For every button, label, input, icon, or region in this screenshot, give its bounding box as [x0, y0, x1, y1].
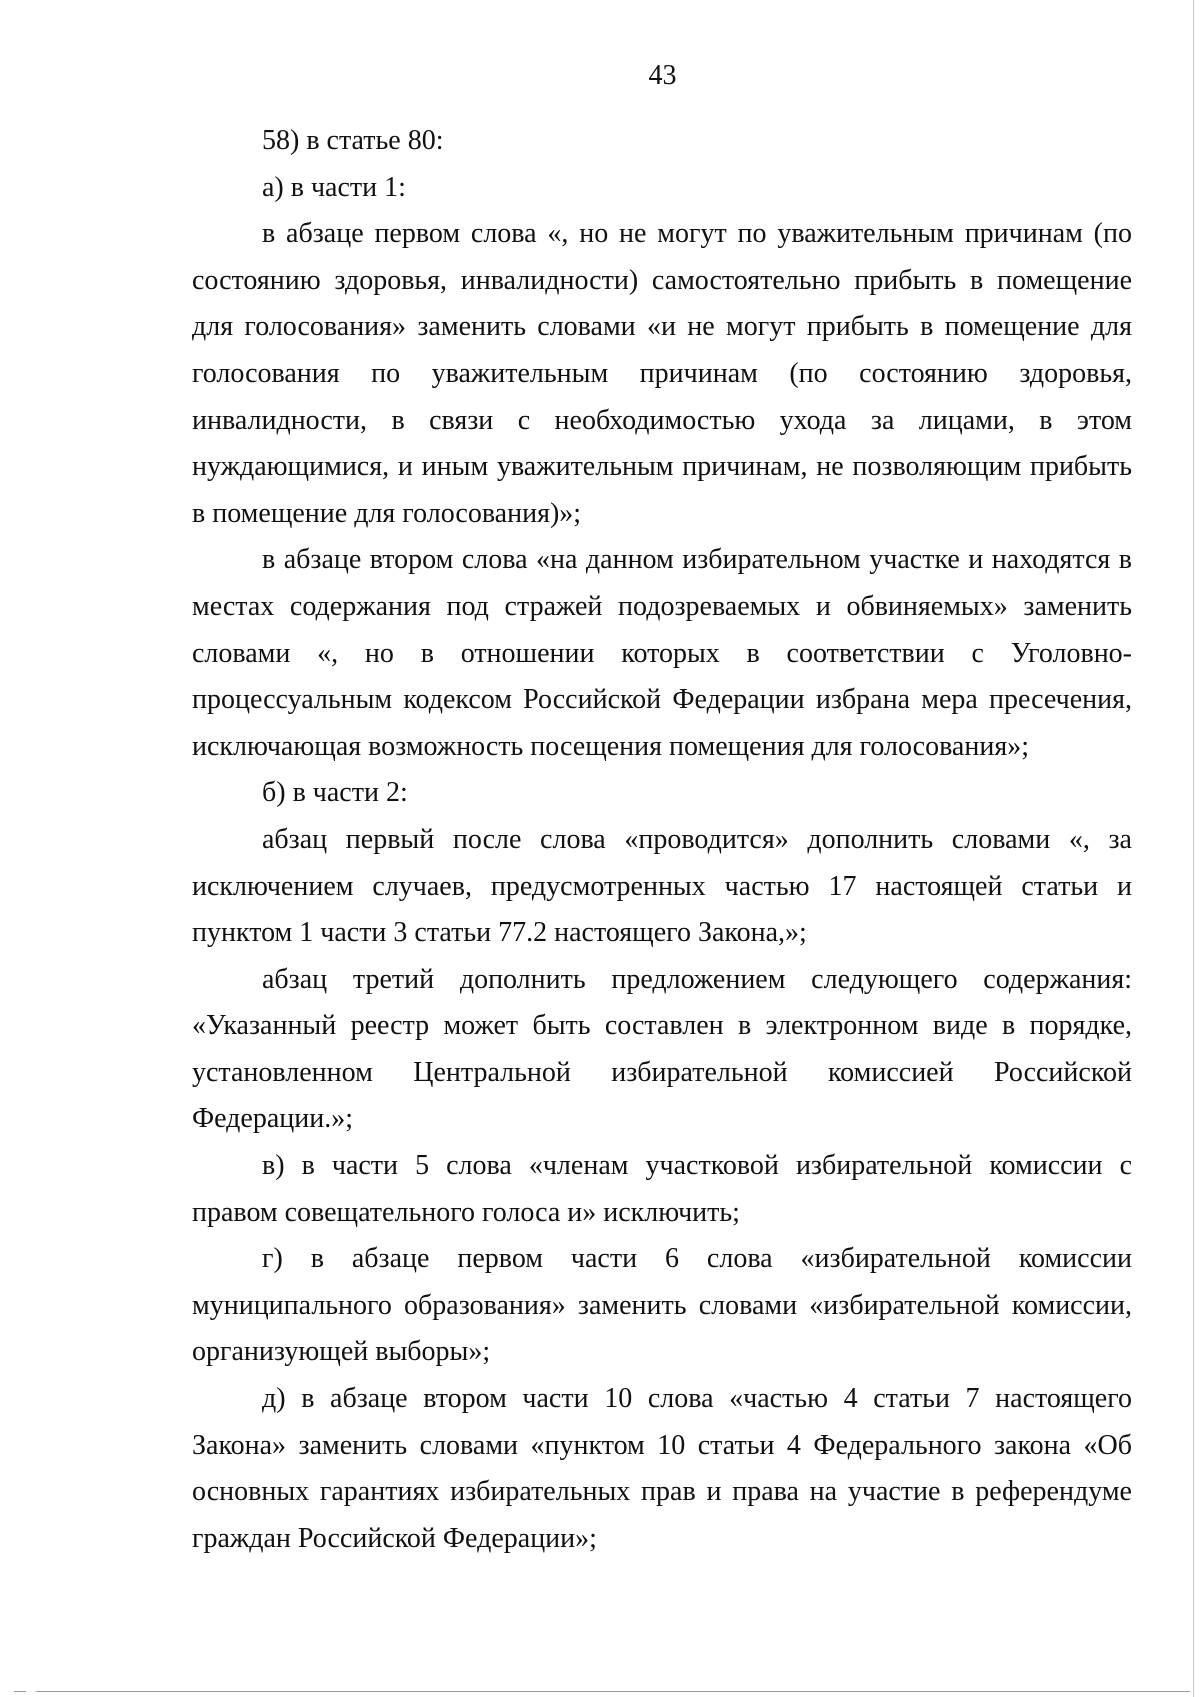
paragraph-amendment-2: в абзаце втором слова «на данном избирательном участке и находятся в местах содержания под стражей подозреваемых и обвиняемых» заменить словами «, но в отношении которых в соответствии с Уголовно-процессуальным кодексом Российской Федерации избрана мера пресечения, исключающая возможность посещения помещения для голосования»; [192, 544, 1132, 762]
scan-edge-mark [14, 1691, 26, 1692]
paragraph-subitem-a: а) в части 1: [262, 171, 406, 203]
document-body [192, 118, 1132, 1562]
paragraph-amendment-3: абзац первый после слова «проводится» дополнить словами «, за исключением случаев, предусмотренных частью 17 настоящей статьи и пунктом 1 части 3 статьи 77.2 настоящего Закона,»; [192, 823, 1132, 949]
page-number: 43 [648, 60, 677, 91]
paragraph-item-58: 58) в статье 80: [262, 125, 444, 156]
scan-bottom-rule [36, 1691, 1190, 1692]
paragraph-subitem-g: г) в абзаце первом части 6 слова «избирательной комиссии муниципального образования» заменить словами «избирательной комиссии, организующей выборы»; [192, 1243, 1132, 1368]
scan-right-edge [1193, 0, 1194, 1697]
paragraph-amendment-1: в абзаце первом слова «, но не могут по уважительным причинам (по состоянию здоровья, инвалидности) самостоятельно прибыть в помещение для голосования» заменить словами «и не могут прибыть в помещение для голосования по уважительным причинам (по состоянию здоровья, инвалидности, в связи с необходимостью ухода за лицами, в этом нуждающимися, и иным уважительным причинам, не позволяющим прибыть в помещение для голосования)»; [192, 218, 1132, 529]
paragraph-subitem-d: д) в абзаце втором части 10 слова «частью 4 статьи 7 настоящего Закона» заменить словами «пунктом 10 статьи 4 Федерального закона «Об основных гарантиях избирательных прав и права на участие в референдуме граждан Российской Федерации»; [192, 1383, 1132, 1554]
paragraph-subitem-v: в) в части 5 слова «членам участковой избирательной комиссии с правом совещательного голоса и» исключить; [192, 1150, 1132, 1228]
paragraph-subitem-b: б) в части 2: [262, 777, 408, 809]
paragraph-amendment-4: абзац третий дополнить предложением следующего содержания: «Указанный реестр может быть составлен в электронном виде в порядке, установленном Центральной избирательной комиссией Российской Федерации.»; [192, 963, 1132, 1135]
